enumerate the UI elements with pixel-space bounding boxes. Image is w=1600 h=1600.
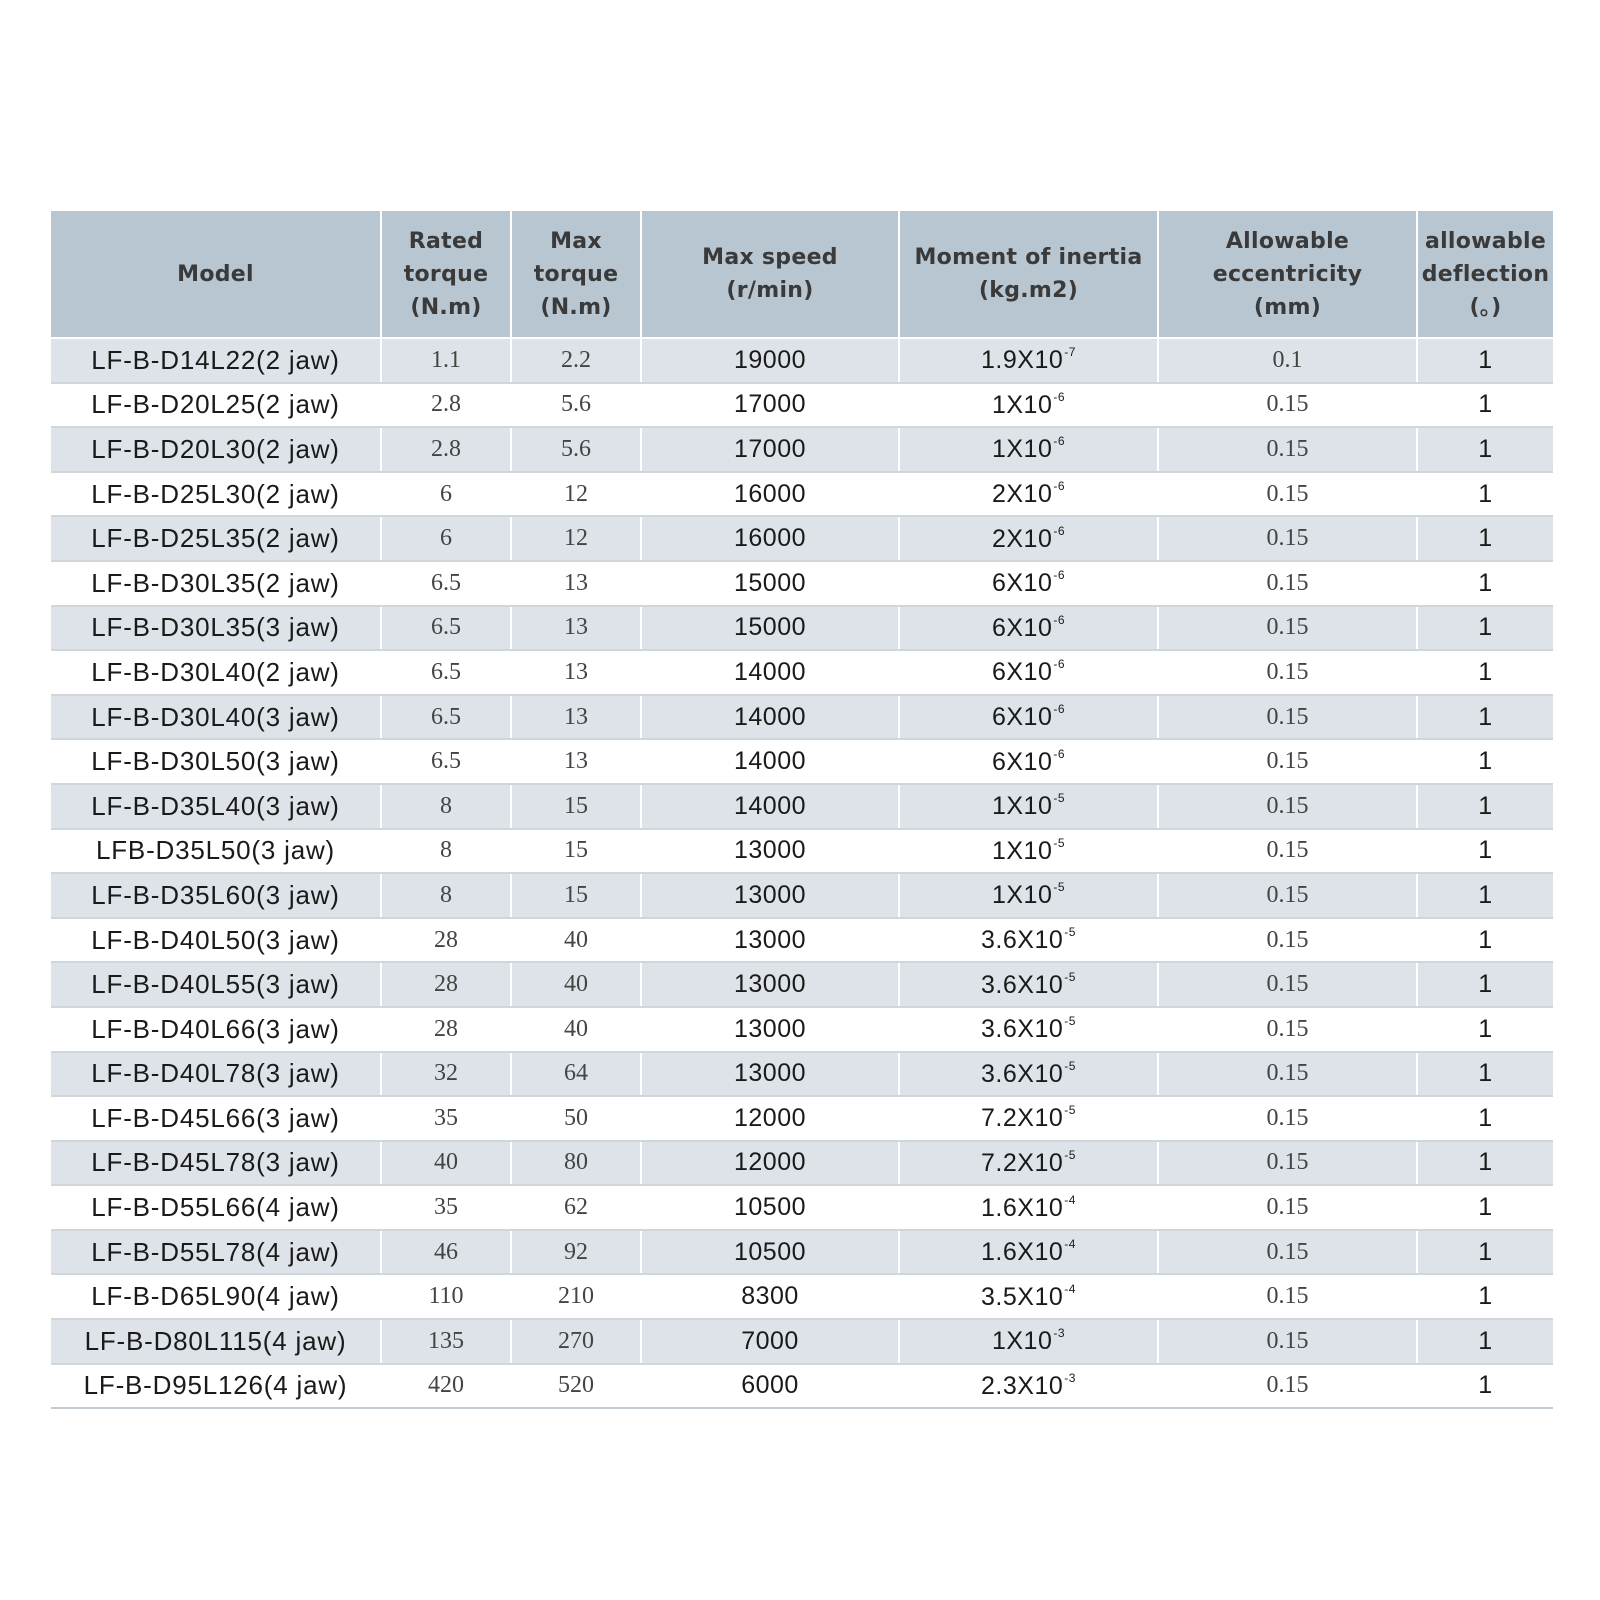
inertia-exponent: -4 [1064,1281,1076,1296]
cell-moment-of-inertia [899,1185,1158,1230]
table-row [51,1319,1553,1364]
cell-moment-of-inertia [899,829,1158,874]
cell-allowable-deflection: 1 [1417,1364,1553,1409]
cell-allowable-deflection: 1 [1417,1052,1553,1097]
header-line: deflection [1421,261,1550,287]
cell-rated-torque: 110 [381,1274,511,1319]
table-row [51,1096,1553,1141]
cell-allowable-deflection: 1 [1417,873,1553,918]
header-unit: (kg.m2) [978,278,1079,303]
cell-allowable-deflection: 1 [1417,962,1553,1007]
cell-allowable-deflection: 1 [1417,338,1553,383]
cell-max-torque: 15 [511,873,641,918]
cell-rated-torque: 8 [381,873,511,918]
inertia-base: 7.2X10 [981,1104,1064,1133]
cell-moment-of-inertia [899,1319,1158,1364]
cell-allowable-eccentricity: 0.15 [1158,561,1417,606]
cell-max-torque: 13 [511,739,641,784]
cell-max-speed: 14000 [641,695,899,740]
inertia-exponent: -6 [1053,523,1066,538]
inertia-base: 3.6X10 [981,926,1064,955]
inertia-exponent: -4 [1064,1192,1076,1207]
cell-moment-of-inertia [899,873,1158,918]
inertia-exponent: -6 [1053,568,1066,583]
cell-allowable-eccentricity: 0.15 [1158,918,1417,963]
cell-rated-torque: 28 [381,1007,511,1052]
inertia-base: 7.2X10 [981,1148,1064,1177]
table-row [51,739,1553,784]
cell-max-speed: 13000 [641,829,899,874]
table-row [51,1274,1553,1319]
cell-max-speed: 16000 [641,472,899,517]
cell-moment-of-inertia [899,472,1158,517]
cell-rated-torque: 1.1 [381,338,511,383]
cell-allowable-eccentricity: 0.15 [1158,1096,1417,1141]
cell-max-torque: 62 [511,1185,641,1230]
cell-max-torque: 2.2 [511,338,641,383]
cell-rated-torque: 6.5 [381,561,511,606]
cell-max-torque: 40 [511,918,641,963]
cell-max-speed: 7000 [641,1319,899,1364]
header-unit: (。) [1469,294,1502,320]
table-row [51,695,1553,740]
inertia-exponent: -6 [1053,389,1066,404]
cell-model: LF-B-D35L40(3 jaw) [51,784,381,829]
cell-model: LF-B-D65L90(4 jaw) [51,1274,381,1319]
inertia-exponent: -5 [1064,1058,1076,1073]
table-row [51,784,1553,829]
cell-rated-torque: 46 [381,1230,511,1275]
cell-moment-of-inertia [899,1096,1158,1141]
table-row [51,472,1553,517]
cell-max-speed: 17000 [641,383,899,428]
cell-max-torque: 5.6 [511,427,641,472]
cell-allowable-eccentricity: 0.15 [1158,1319,1417,1364]
cell-rated-torque: 6.5 [381,650,511,695]
coupling-spec-table [51,211,1553,1409]
cell-allowable-deflection: 1 [1417,1274,1553,1319]
header-line: Moment of inertia [914,245,1143,270]
cell-allowable-deflection: 1 [1417,829,1553,874]
header-line: Rated [408,228,484,254]
cell-allowable-eccentricity: 0.15 [1158,1052,1417,1097]
inertia-base: 3.6X10 [981,1059,1064,1088]
cell-allowable-eccentricity: 0.15 [1158,606,1417,651]
table-row [51,1052,1553,1097]
cell-max-speed: 14000 [641,739,899,784]
inertia-exponent: -6 [1053,434,1066,449]
cell-allowable-deflection: 1 [1417,1319,1553,1364]
inertia-base: 6X10 [991,569,1053,598]
header-unit: (mm) [1253,294,1322,320]
inertia-exponent: -5 [1064,1147,1076,1162]
table-row [51,561,1553,606]
cell-moment-of-inertia [899,739,1158,784]
cell-model: LF-B-D40L78(3 jaw) [51,1052,381,1097]
cell-model: LF-B-D30L35(2 jaw) [51,561,381,606]
cell-rated-torque: 8 [381,784,511,829]
cell-moment-of-inertia [899,962,1158,1007]
cell-max-speed: 17000 [641,427,899,472]
cell-rated-torque: 40 [381,1141,511,1186]
cell-max-speed: 12000 [641,1096,899,1141]
cell-allowable-eccentricity: 0.15 [1158,1274,1417,1319]
header-line: Allowable [1225,228,1350,254]
inertia-exponent: -5 [1064,969,1076,984]
cell-allowable-eccentricity: 0.15 [1158,383,1417,428]
cell-rated-torque: 6.5 [381,695,511,740]
inertia-base: 3.6X10 [981,1015,1064,1044]
cell-allowable-deflection: 1 [1417,1141,1553,1186]
cell-allowable-deflection: 1 [1417,472,1553,517]
cell-model: LF-B-D45L78(3 jaw) [51,1141,381,1186]
cell-max-speed: 13000 [641,918,899,963]
table-row [51,829,1553,874]
cell-rated-torque: 8 [381,829,511,874]
cell-max-torque: 210 [511,1274,641,1319]
header-line: Max [550,228,602,254]
cell-model: LF-B-D45L66(3 jaw) [51,1096,381,1141]
cell-allowable-deflection: 1 [1417,606,1553,651]
table-row [51,338,1553,383]
inertia-exponent: -6 [1053,612,1066,627]
cell-allowable-deflection: 1 [1417,1185,1553,1230]
cell-allowable-eccentricity: 0.15 [1158,1185,1417,1230]
cell-allowable-deflection: 1 [1417,695,1553,740]
cell-allowable-eccentricity: 0.15 [1158,1364,1417,1409]
cell-max-torque: 40 [511,1007,641,1052]
inertia-exponent: -3 [1053,1326,1066,1341]
cell-rated-torque: 35 [381,1096,511,1141]
header-model-label: Model [177,261,254,287]
inertia-base: 6X10 [991,703,1053,732]
header-line: allowable [1424,228,1547,254]
cell-allowable-deflection: 1 [1417,427,1553,472]
header-line: torque [403,261,489,287]
header-max-speed [641,211,899,338]
table-row [51,1185,1553,1230]
cell-max-torque: 15 [511,829,641,874]
inertia-exponent: -5 [1053,791,1066,806]
cell-rated-torque: 6.5 [381,739,511,784]
cell-moment-of-inertia [899,427,1158,472]
inertia-base: 1.6X10 [981,1193,1064,1222]
inertia-exponent: -6 [1053,746,1066,761]
inertia-base: 1.6X10 [981,1238,1064,1267]
cell-moment-of-inertia [899,1230,1158,1275]
inertia-base: 6X10 [991,747,1053,776]
cell-max-speed: 10500 [641,1230,899,1275]
cell-model: LF-B-D95L126(4 jaw) [51,1364,381,1409]
table-row [51,516,1553,561]
cell-max-torque: 40 [511,962,641,1007]
inertia-exponent: -5 [1064,1014,1076,1029]
cell-max-speed: 15000 [641,561,899,606]
inertia-exponent: -5 [1053,880,1066,895]
table-row [51,918,1553,963]
cell-allowable-deflection: 1 [1417,650,1553,695]
cell-max-torque: 5.6 [511,383,641,428]
cell-max-speed: 13000 [641,873,899,918]
cell-moment-of-inertia [899,1364,1158,1409]
cell-max-speed: 19000 [641,338,899,383]
inertia-base: 3.5X10 [981,1282,1064,1311]
cell-max-torque: 13 [511,695,641,740]
table-row [51,1230,1553,1275]
cell-allowable-deflection: 1 [1417,918,1553,963]
cell-allowable-eccentricity: 0.15 [1158,739,1417,784]
cell-model: LF-B-D30L35(3 jaw) [51,606,381,651]
cell-max-torque: 13 [511,650,641,695]
cell-model: LF-B-D80L115(4 jaw) [51,1319,381,1364]
header-moment-of-inertia [899,211,1158,338]
table-body [51,338,1553,1408]
inertia-base: 1.9X10 [981,346,1064,375]
cell-model: LF-B-D40L50(3 jaw) [51,918,381,963]
cell-moment-of-inertia [899,1274,1158,1319]
inertia-base: 1X10 [991,881,1053,910]
cell-model: LF-B-D55L66(4 jaw) [51,1185,381,1230]
header-unit: (N.m) [540,294,612,320]
cell-allowable-eccentricity: 0.15 [1158,962,1417,1007]
cell-moment-of-inertia [899,695,1158,740]
cell-allowable-eccentricity: 0.15 [1158,784,1417,829]
cell-max-torque: 15 [511,784,641,829]
cell-model: LF-B-D30L40(3 jaw) [51,695,381,740]
cell-moment-of-inertia [899,1007,1158,1052]
cell-allowable-eccentricity: 0.15 [1158,472,1417,517]
header-unit: (r/min) [726,278,814,303]
cell-max-speed: 13000 [641,1007,899,1052]
inertia-exponent: -5 [1053,835,1066,850]
cell-moment-of-inertia [899,383,1158,428]
inertia-base: 1X10 [991,792,1053,821]
cell-max-torque: 270 [511,1319,641,1364]
cell-allowable-eccentricity: 0.15 [1158,829,1417,874]
header-allowable-eccentricity [1158,211,1417,338]
cell-allowable-eccentricity: 0.15 [1158,427,1417,472]
cell-max-speed: 6000 [641,1364,899,1409]
cell-max-torque: 50 [511,1096,641,1141]
inertia-exponent: -5 [1064,925,1076,940]
cell-allowable-eccentricity: 0.15 [1158,695,1417,740]
cell-moment-of-inertia [899,784,1158,829]
cell-rated-torque: 6 [381,516,511,561]
cell-model: LF-B-D55L78(4 jaw) [51,1230,381,1275]
cell-moment-of-inertia [899,1052,1158,1097]
cell-allowable-eccentricity: 0.1 [1158,338,1417,383]
cell-allowable-eccentricity: 0.15 [1158,1007,1417,1052]
cell-model: LF-B-D30L40(2 jaw) [51,650,381,695]
cell-allowable-eccentricity: 0.15 [1158,1141,1417,1186]
cell-max-torque: 13 [511,561,641,606]
inertia-exponent: -3 [1064,1370,1076,1385]
inertia-base: 2.3X10 [981,1371,1064,1400]
cell-allowable-deflection: 1 [1417,383,1553,428]
inertia-base: 1X10 [991,1327,1053,1356]
cell-max-torque: 520 [511,1364,641,1409]
cell-model: LF-B-D20L30(2 jaw) [51,427,381,472]
cell-max-speed: 13000 [641,962,899,1007]
cell-max-torque: 92 [511,1230,641,1275]
cell-max-speed: 15000 [641,606,899,651]
cell-max-torque: 12 [511,516,641,561]
header-max-torque [511,211,641,338]
cell-moment-of-inertia [899,338,1158,383]
header-model [51,211,381,338]
cell-max-speed: 10500 [641,1185,899,1230]
cell-allowable-deflection: 1 [1417,1007,1553,1052]
inertia-base: 6X10 [991,658,1053,687]
cell-model: LF-B-D25L30(2 jaw) [51,472,381,517]
inertia-base: 2X10 [991,480,1053,509]
cell-allowable-deflection: 1 [1417,784,1553,829]
cell-moment-of-inertia [899,516,1158,561]
cell-max-torque: 80 [511,1141,641,1186]
header-rated-torque [381,211,511,338]
cell-rated-torque: 420 [381,1364,511,1409]
inertia-base: 1X10 [991,836,1053,865]
table-header [51,211,1553,338]
inertia-base: 2X10 [991,524,1053,553]
header-unit: (N.m) [410,294,482,320]
inertia-base: 3.6X10 [981,970,1064,999]
inertia-exponent: -6 [1053,657,1066,672]
cell-model: LF-B-D14L22(2 jaw) [51,338,381,383]
table-row [51,606,1553,651]
cell-max-torque: 12 [511,472,641,517]
table-row [51,873,1553,918]
cell-rated-torque: 2.8 [381,427,511,472]
cell-max-speed: 8300 [641,1274,899,1319]
table-row [51,962,1553,1007]
cell-rated-torque: 6 [381,472,511,517]
cell-moment-of-inertia [899,918,1158,963]
inertia-base: 6X10 [991,613,1053,642]
cell-model: LF-B-D30L50(3 jaw) [51,739,381,784]
table-row [51,1364,1553,1409]
header-line: torque [533,261,619,287]
cell-max-torque: 64 [511,1052,641,1097]
cell-allowable-eccentricity: 0.15 [1158,1230,1417,1275]
cell-allowable-deflection: 1 [1417,561,1553,606]
cell-moment-of-inertia [899,561,1158,606]
inertia-base: 1X10 [991,435,1053,464]
cell-max-speed: 16000 [641,516,899,561]
cell-max-speed: 14000 [641,650,899,695]
cell-max-torque: 13 [511,606,641,651]
cell-rated-torque: 2.8 [381,383,511,428]
table-row [51,427,1553,472]
inertia-exponent: -7 [1064,345,1076,360]
table-row [51,1007,1553,1052]
cell-allowable-eccentricity: 0.15 [1158,650,1417,695]
cell-moment-of-inertia [899,606,1158,651]
table-row [51,650,1553,695]
cell-model: LF-B-D20L25(2 jaw) [51,383,381,428]
inertia-exponent: -6 [1053,702,1066,717]
header-line: eccentricity [1212,261,1363,287]
cell-moment-of-inertia [899,1141,1158,1186]
table-row [51,1141,1553,1186]
cell-moment-of-inertia [899,650,1158,695]
cell-rated-torque: 35 [381,1185,511,1230]
cell-model: LF-B-D40L66(3 jaw) [51,1007,381,1052]
cell-allowable-deflection: 1 [1417,1096,1553,1141]
header-row [51,211,1553,338]
header-allowable-deflection [1417,211,1553,338]
inertia-base: 1X10 [991,390,1053,419]
header-line: Max speed [702,245,838,270]
cell-rated-torque: 6.5 [381,606,511,651]
cell-allowable-eccentricity: 0.15 [1158,873,1417,918]
cell-allowable-deflection: 1 [1417,516,1553,561]
table-row [51,383,1553,428]
cell-allowable-eccentricity: 0.15 [1158,516,1417,561]
cell-allowable-deflection: 1 [1417,739,1553,784]
cell-max-speed: 12000 [641,1141,899,1186]
cell-model: LF-B-D35L60(3 jaw) [51,873,381,918]
cell-max-speed: 14000 [641,784,899,829]
cell-rated-torque: 135 [381,1319,511,1364]
cell-allowable-deflection: 1 [1417,1230,1553,1275]
cell-rated-torque: 32 [381,1052,511,1097]
inertia-exponent: -6 [1053,479,1066,494]
cell-max-speed: 13000 [641,1052,899,1097]
cell-model: LF-B-D40L55(3 jaw) [51,962,381,1007]
cell-model: LF-B-D25L35(2 jaw) [51,516,381,561]
inertia-exponent: -4 [1064,1237,1076,1252]
cell-rated-torque: 28 [381,918,511,963]
cell-model: LFB-D35L50(3 jaw) [51,829,381,874]
inertia-exponent: -5 [1064,1103,1076,1118]
cell-rated-torque: 28 [381,962,511,1007]
